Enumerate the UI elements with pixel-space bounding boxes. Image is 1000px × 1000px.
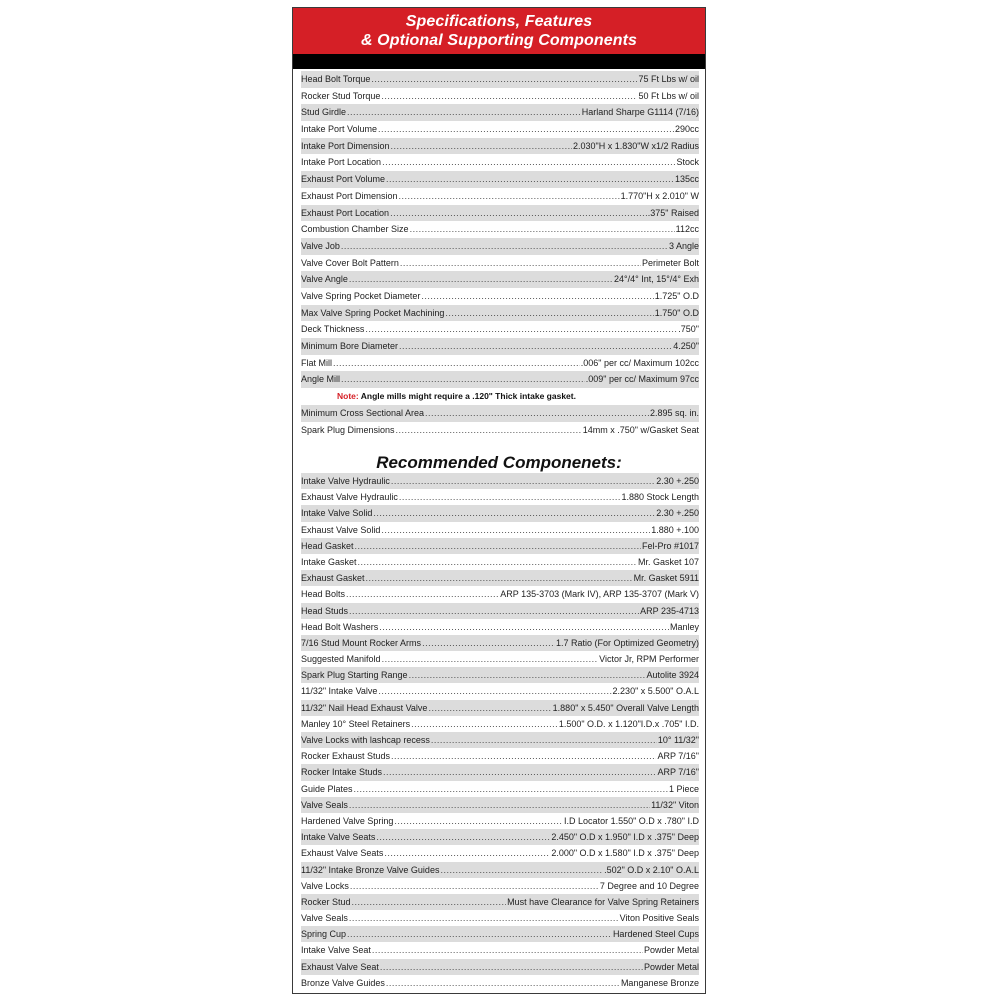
spec-label: Rocker Stud Torque (301, 90, 381, 101)
spec-row (301, 781, 699, 797)
dot-leader (349, 271, 613, 288)
spec-row (301, 405, 699, 422)
spec-row (301, 683, 699, 699)
spec-value: 1.880 +.100 (651, 524, 699, 535)
spec-label: Minimum Bore Diameter (301, 341, 399, 351)
dot-leader (341, 238, 668, 255)
spec-row (301, 619, 699, 635)
spec-label: Valve Seals (301, 913, 348, 924)
spec-value: Powder Metal (643, 961, 699, 972)
spec-value: 2.30 +.250 (656, 476, 699, 486)
spec-row (301, 959, 699, 975)
spec-value: Stock (676, 157, 699, 168)
spec-label: Spark Plug Starting Range (301, 670, 408, 681)
spec-row (301, 88, 699, 105)
dot-leader (378, 121, 674, 138)
spec-row (301, 338, 699, 355)
spec-row (301, 305, 699, 322)
spec-label: Exhaust Valve Seat (301, 961, 379, 972)
spec-row (301, 732, 699, 748)
spec-row (301, 797, 699, 813)
dot-leader (379, 619, 669, 635)
spec-label: Intake Port Dimension (301, 140, 390, 151)
spec-row (301, 473, 699, 489)
spec-row (301, 188, 699, 205)
spec-value: 3 Angle (668, 240, 699, 251)
spec-row (301, 538, 699, 554)
dot-leader (381, 88, 637, 105)
spec-row (301, 171, 699, 188)
dot-leader (347, 926, 612, 942)
spec-row (301, 894, 699, 910)
spec-value: Powder Metal (643, 945, 699, 956)
spec-label: Exhaust Gasket (301, 573, 365, 584)
dot-leader (376, 829, 550, 845)
spec-label: Head Bolt Torque (301, 74, 371, 84)
spec-row (301, 71, 699, 88)
spec-label: Valve Locks with lashcap recess (301, 735, 430, 745)
spec-value: Must have Clearance for Valve Spring Retainers (507, 896, 699, 907)
dot-leader (399, 489, 621, 505)
spec-value: Mr. Gasket 5911 (633, 573, 699, 584)
spec-value: 2.000" O.D x 1.580" I.D x .375" Deep (551, 848, 699, 859)
spec-label: Combustion Chamber Size (301, 224, 409, 235)
spec-value: 50 Ft Lbs w/ oil (638, 90, 699, 101)
spec-row (301, 554, 699, 570)
spec-value: I.D Locator 1.550" O.D x .780" I.D (564, 815, 699, 826)
spec-label: Deck Thickness (301, 324, 365, 335)
spec-row (301, 288, 699, 305)
spec-value: .009" per cc/ Maximum 97cc (585, 374, 699, 385)
spec-label: Intake Port Location (301, 157, 382, 168)
dot-leader (358, 554, 637, 570)
spec-label: Exhaust Port Volume (301, 174, 386, 185)
spec-row (301, 862, 699, 878)
spec-row (301, 764, 699, 780)
dot-leader (421, 288, 653, 305)
spec-row (301, 371, 699, 388)
spec-label: Exhaust Valve Seats (301, 848, 384, 859)
spec-row (301, 489, 699, 505)
dot-leader (381, 522, 650, 538)
specs-table-continued (301, 405, 699, 438)
spec-value: Viton Positive Seals (619, 913, 699, 924)
spec-value: 2.450" O.D x 1.950" I.D x .375" Deep (551, 832, 699, 843)
spec-label: Max Valve Spring Pocket Machining (301, 307, 445, 318)
dot-leader (352, 894, 507, 910)
spec-value: 14mm x .750" w/Gasket Seat (582, 424, 699, 435)
dot-leader (411, 716, 558, 732)
dot-leader (373, 505, 655, 521)
spec-row (301, 205, 699, 222)
spec-label: Intake Valve Solid (301, 508, 373, 519)
spec-value: 290cc (674, 124, 699, 135)
spec-row (301, 271, 699, 288)
spec-value: 2.230" x 5.500" O.A.L (612, 686, 699, 697)
dot-leader (445, 305, 653, 322)
spec-label: Exhaust Port Dimension (301, 190, 398, 201)
spec-value: 2.895 sq. in. (649, 408, 699, 418)
dot-leader (390, 205, 647, 222)
dot-leader (422, 635, 555, 651)
spec-row (301, 355, 699, 372)
spec-label: Rocker Stud (301, 896, 351, 907)
dot-leader (394, 813, 563, 829)
spec-row (301, 221, 699, 238)
dot-leader (346, 586, 499, 602)
dot-leader (386, 171, 674, 188)
dot-leader (365, 321, 677, 338)
spec-row (301, 255, 699, 272)
angle-mill-note (301, 388, 699, 404)
spec-label: 11/32" Nail Head Exhaust Valve (301, 702, 428, 713)
spec-label: Intake Valve Seat (301, 945, 371, 956)
spec-value: 24°/4° Int, 15°/4° Exh (614, 274, 699, 285)
spec-value: 1.7 Ratio (For Optimized Geometry) (555, 637, 699, 648)
spec-value: Victor Jr, RPM Performer (599, 654, 699, 665)
spec-label: Rocker Intake Studs (301, 767, 383, 778)
spec-value: 2.030"H x 1.830"W x1/2 Radius (573, 140, 699, 151)
spec-value: 1.770"H x 2.010" W (620, 190, 699, 201)
dot-leader (391, 473, 655, 489)
spec-label: Exhaust Valve Solid (301, 524, 381, 535)
spec-row (301, 651, 699, 667)
spec-row (301, 505, 699, 521)
spec-row (301, 975, 699, 991)
dot-leader (396, 422, 582, 439)
spec-label: Valve Cover Bolt Pattern (301, 257, 399, 268)
dot-leader (391, 138, 572, 155)
spec-value: Hardened Steel Cups (612, 929, 699, 940)
dot-leader (371, 71, 637, 88)
spec-row (301, 667, 699, 683)
spec-row (301, 845, 699, 861)
dot-leader (380, 959, 643, 975)
recommended-components-title: Recommended Componenets: (376, 453, 622, 472)
spec-value: 1.725" O.D (654, 290, 699, 301)
spec-value: 10° 11/32" (657, 735, 699, 745)
dot-leader (383, 764, 656, 780)
dot-leader (428, 700, 551, 716)
note-text: Angle mills might require a .120" Thick intake gasket. (360, 391, 576, 401)
dot-leader (355, 538, 641, 554)
spec-label: Head Studs (301, 605, 349, 616)
dot-leader (400, 255, 641, 272)
spec-row (301, 910, 699, 926)
spec-label: Manley 10° Steel Retainers (301, 718, 411, 729)
dot-leader (399, 338, 672, 355)
spec-value: 75 Ft Lbs w/ oil (638, 74, 699, 84)
spec-value: ARP 135-3703 (Mark IV), ARP 135-3707 (Mark V) (500, 589, 699, 600)
spec-value: 11/32" Viton (651, 799, 699, 810)
spec-row (301, 121, 699, 138)
spec-label: Valve Angle (301, 274, 348, 285)
dot-leader (349, 603, 639, 619)
dot-leader (382, 154, 675, 171)
spec-value: .502" O.D x 2.10" O.A.L (604, 864, 699, 875)
spec-row (301, 878, 699, 894)
spec-label: Intake Valve Seats (301, 832, 376, 843)
spec-label: Intake Valve Hydraulic (301, 476, 390, 486)
spec-label: Valve Spring Pocket Diameter (301, 290, 421, 301)
spec-row (301, 321, 699, 338)
spec-label: Guide Plates (301, 783, 353, 794)
dot-leader (409, 667, 646, 683)
spec-value: 1.880 Stock Length (621, 492, 699, 503)
spec-row (301, 829, 699, 845)
spec-value: 1.880" x 5.450" Overall Valve Length (552, 702, 699, 713)
spec-label: Valve Locks (301, 880, 349, 891)
spec-row (301, 138, 699, 155)
spec-value: Autolite 3924 (646, 670, 699, 681)
dot-leader (333, 355, 580, 372)
spec-label: Exhaust Port Location (301, 207, 390, 218)
spec-value: 1 Piece (668, 783, 699, 794)
recommended-components-table (301, 473, 699, 991)
dot-leader (384, 845, 550, 861)
header-title-line2: & Optional Supporting Components (360, 32, 638, 49)
spec-value: Perimeter Bolt (641, 257, 699, 268)
spec-value: Manley (669, 621, 699, 632)
spec-label: Minimum Cross Sectional Area (301, 408, 425, 418)
dot-leader (431, 732, 657, 748)
spec-value: Harland Sharpe G1114 (7/16) (581, 107, 699, 118)
spec-row (301, 942, 699, 958)
spec-row (301, 422, 699, 439)
spec-row (301, 586, 699, 602)
spec-label: 7/16 Stud Mount Rocker Arms (301, 637, 422, 648)
spec-row (301, 522, 699, 538)
spec-label: Head Bolt Washers (301, 621, 379, 632)
dot-leader (354, 781, 668, 797)
spec-label: Intake Gasket (301, 556, 357, 567)
spec-value: .750" (678, 324, 699, 335)
dot-leader (382, 651, 599, 667)
spec-value: Fel-Pro #1017 (641, 540, 699, 551)
spec-value: 7 Degree and 10 Degree (599, 880, 699, 891)
spec-value: 2.30 +.250 (656, 508, 699, 519)
dot-leader (349, 797, 650, 813)
dot-leader (440, 862, 603, 878)
spec-value: .375" Raised (647, 207, 699, 218)
spec-value: 1.750" O.D (654, 307, 699, 318)
spec-value: 4.250" (673, 341, 699, 351)
spec-row (301, 748, 699, 764)
spec-row (301, 570, 699, 586)
spec-value: Mr. Gasket 107 (637, 556, 699, 567)
spec-row (301, 104, 699, 121)
spec-label: Spring Cup (301, 929, 347, 940)
dot-leader (378, 683, 611, 699)
spec-row (301, 700, 699, 716)
spec-label: Valve Job (301, 240, 340, 251)
note-key: Note: (337, 391, 359, 401)
spec-value: ARP 7/16" (657, 751, 699, 762)
spec-label: Spark Plug Dimensions (301, 424, 395, 435)
spec-value: ARP 235-4713 (640, 605, 699, 616)
header-divider-bar (293, 54, 705, 69)
spec-label: Head Gasket (301, 540, 354, 551)
spec-sheet (292, 7, 706, 994)
spec-value: Manganese Bronze (620, 977, 699, 988)
dot-leader (425, 405, 649, 422)
spec-label: Valve Seals (301, 799, 348, 810)
spec-value: 1.500" O.D. x 1.120"I.D.x .705" I.D. (558, 718, 699, 729)
spec-row (301, 603, 699, 619)
spec-label: Hardened Valve Spring (301, 815, 394, 826)
spec-label: 11/32" Intake Bronze Valve Guides (301, 864, 440, 875)
spec-label: Angle Mill (301, 374, 341, 385)
spec-value: 112cc (675, 224, 699, 235)
header-banner (293, 8, 705, 54)
spec-label: Suggested Manifold (301, 654, 381, 665)
spec-label: Rocker Exhaust Studs (301, 751, 391, 762)
spec-label: Exhaust Valve Hydraulic (301, 492, 398, 503)
spec-label: Head Bolts (301, 589, 346, 600)
spec-row (301, 926, 699, 942)
dot-leader (366, 570, 633, 586)
spec-label: Flat Mill (301, 357, 332, 368)
dot-leader (410, 221, 675, 238)
spec-row (301, 635, 699, 651)
spec-value: 135cc (674, 174, 699, 185)
spec-row (301, 716, 699, 732)
spec-row (301, 238, 699, 255)
spec-value: ARP 7/16" (657, 767, 699, 778)
spec-label: Bronze Valve Guides (301, 977, 385, 988)
dot-leader (350, 878, 599, 894)
dot-leader (372, 942, 643, 958)
spec-label: Intake Port Volume (301, 124, 378, 135)
spec-label: 11/32" Intake Valve (301, 686, 378, 697)
spec-value: .006" per cc/ Maximum 102cc (580, 357, 699, 368)
spec-row (301, 813, 699, 829)
specs-table (301, 71, 699, 388)
dot-leader (341, 371, 585, 388)
dot-leader (391, 748, 656, 764)
dot-leader (399, 188, 620, 205)
dot-leader (349, 910, 619, 926)
dot-leader (347, 104, 581, 121)
spec-label: Stud Girdle (301, 107, 347, 118)
header-title-line1: Specifications, Features (405, 13, 593, 30)
spec-row (301, 154, 699, 171)
dot-leader (386, 975, 620, 991)
